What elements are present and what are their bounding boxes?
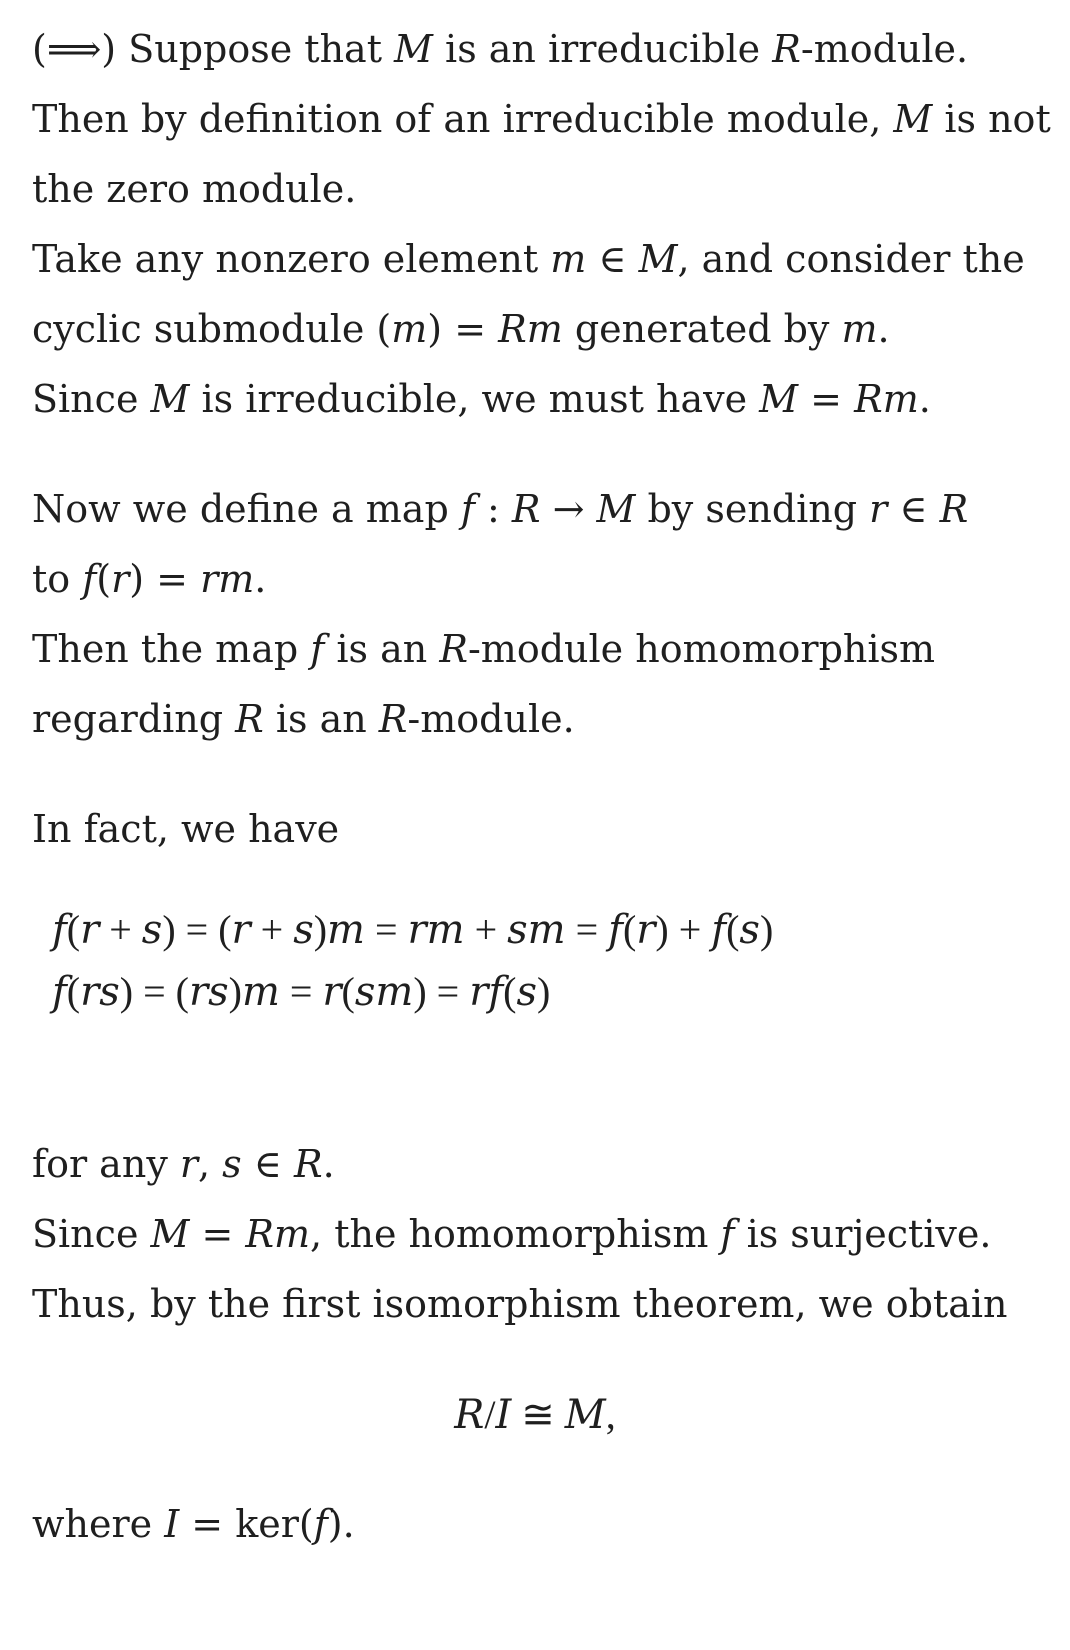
equation-scalar: 𝑓(𝑟𝑠) = (𝑟𝑠)𝑚 = 𝑟(𝑠𝑚) = 𝑟𝑓(𝑠) (52, 969, 551, 1014)
proof-para3-line3: Then the map 𝑓 is an 𝑅-module homomorphism (32, 627, 936, 671)
proof-para2-line1: Take any nonzero element 𝑚 ∈ 𝑀, and consider the (32, 237, 1025, 281)
proof-para5-line1: for any 𝑟, 𝑠 ∈ 𝑅. (32, 1142, 335, 1186)
proof-para1-line2: Then by definition of an irreducible module, 𝑀 is not (32, 97, 1051, 141)
proof-para2-line2: cyclic submodule (𝑚) = 𝑅𝑚 generated by 𝑚. (32, 307, 890, 351)
equation-additivity: 𝑓(𝑟 + 𝑠) = (𝑟 + 𝑠)𝑚 = 𝑟𝑚 + 𝑠𝑚 = 𝑓(𝑟) + 𝑓(𝑠) (52, 907, 774, 952)
proof-para3-line2: to 𝑓(𝑟) = 𝑟𝑚. (32, 557, 267, 601)
proof-para4-line1: In fact, we have (32, 807, 340, 851)
proof-para3-line4: regarding 𝑅 is an 𝑅-module. (32, 697, 575, 741)
proof-para1-line3: the zero module. (32, 167, 357, 211)
proof-para6-line1: where 𝐼 = ker(𝑓). (32, 1502, 355, 1546)
proof-para2-line3: Since 𝑀 is irreducible, we must have 𝑀 = 𝑅𝑚. (32, 377, 931, 421)
proof-para1-line1: (⟹) Suppose that 𝑀 is an irreducible 𝑅-module. (32, 27, 969, 71)
proof-para5-line2: Since 𝑀 = 𝑅𝑚, the homomorphism 𝑓 is surjective. (32, 1212, 992, 1256)
proof-para3-line1: Now we define a map 𝑓 : 𝑅 → 𝑀 by sending 𝑟 ∈ 𝑅 (32, 487, 969, 531)
proof-para5-line3: Thus, by the first isomorphism theorem, we obtain (32, 1282, 1008, 1326)
display-isomorphism: 𝑅/𝐼 ≅ 𝑀, (454, 1392, 616, 1437)
